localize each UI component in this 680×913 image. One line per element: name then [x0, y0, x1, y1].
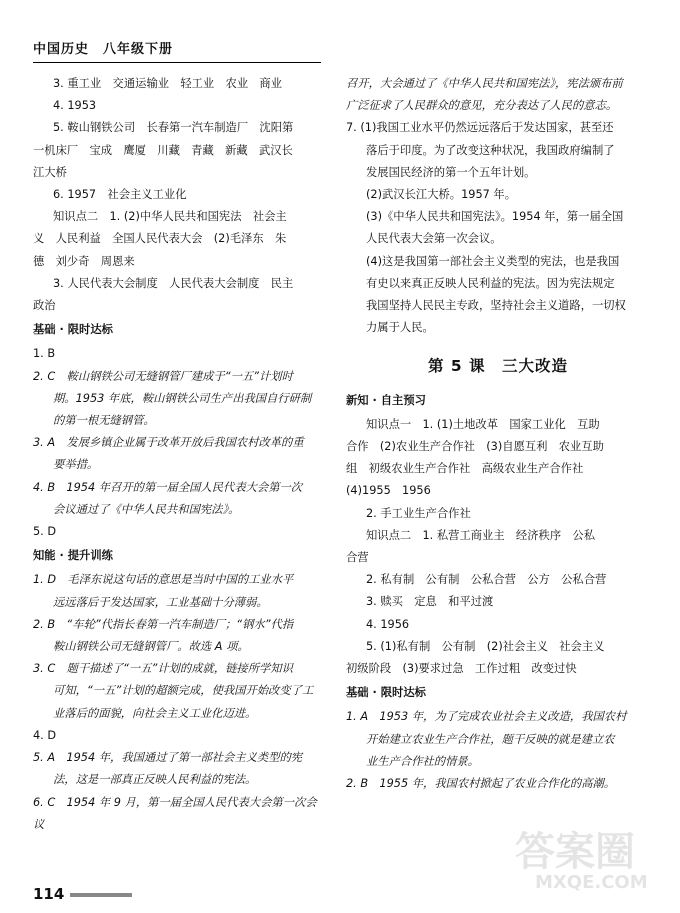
- text-line: 合营: [346, 551, 369, 565]
- text-line: 远远落后于发达国家，工业基础十分薄弱。: [53, 595, 268, 609]
- left-column: [33, 73, 321, 836]
- text-line: 召开，大会通过了《中华人民共和国宪法》，宪法颁布前: [346, 77, 623, 90]
- text-line: 知识点一 1. (1)土地改革 国家工业化 互助: [366, 417, 600, 431]
- text-line: (4)1955 1956: [346, 484, 431, 498]
- section-heading: 新知 · 自主预习: [346, 393, 426, 407]
- text-line: 5. 鞍山钢铁公司 长春第一汽车制造厂 沈阳第: [53, 121, 294, 135]
- text-line: 有史以来真正反映人民利益的宪法。因为宪法规定: [366, 276, 615, 290]
- text-line: 开始建立农业生产合作社，题干反映的就是建立农: [366, 732, 615, 746]
- right-column: [346, 73, 650, 795]
- text-line: 5. D: [33, 525, 57, 539]
- text-line: 2. B “车轮”代指长春第一汽车制造厂；“钢水”代指: [33, 617, 294, 631]
- text-line: 3. C 题干描述了“一五”计划的成就，链接所学知识: [33, 662, 293, 676]
- text-line: 3. 重工业 交通运输业 轻工业 农业 商业: [53, 77, 283, 90]
- text-line: 法，这是一部真正反映人民利益的宪法。: [53, 773, 257, 787]
- section-heading: 知能 · 提升训练: [33, 549, 113, 563]
- text-line: 初级阶段 (3)要求过急 工作过粗 改变过快: [346, 662, 577, 676]
- text-line: 业落后的面貌，向社会主义工业化迈进。: [53, 706, 257, 720]
- text-line: 业生产合作社的情景。: [366, 754, 479, 768]
- lesson-title: 第 5 课 三大改造: [427, 357, 569, 376]
- text-line: 7. (1)我国工业水平仍然远远落后于发达国家，甚至还: [346, 121, 614, 135]
- header-rule: [33, 62, 321, 63]
- text-line: 1. A 1953 年，为了完成农业社会主义改造，我国农村: [346, 710, 627, 724]
- text-line: 会议通过了《中华人民共和国宪法》。: [53, 502, 240, 516]
- text-line: 4. B 1954 年召开的第一届全国人民代表大会第一次: [33, 480, 303, 494]
- text-line: 一机床厂 宝成 鹰厦 川藏 青藏 新藏 武汉长: [33, 143, 293, 157]
- text-line: 4. 1956: [366, 617, 410, 631]
- text-line: 的第一根无缝钢管。: [53, 414, 155, 428]
- text-line: 鞍山钢铁公司无缝钢管厂。故选 A 项。: [53, 640, 249, 654]
- text-line: 力属于人民。: [366, 321, 434, 335]
- text-line: 1. B: [33, 347, 56, 361]
- page-footer: [33, 884, 132, 903]
- text-line: 江大桥: [33, 165, 67, 179]
- text-line: 义 人民利益 全国人民代表大会 (2)毛泽东 朱: [33, 232, 287, 246]
- text-line: 期。1953 年底，鞍山钢铁公司生产出我国自行研制: [53, 391, 312, 405]
- text-line: 6. C 1954 年 9 月，第一届全国人民代表大会第一次会议: [33, 795, 317, 831]
- text-line: 知识点二 1. 私营工商业主 经济秩序 公私: [366, 528, 596, 542]
- page-number: 114: [33, 885, 65, 903]
- text-line: 人民代表大会第一次会议。: [366, 232, 502, 246]
- text-line: 3. 赎买 定息 和平过渡: [366, 595, 494, 609]
- page-bar: [70, 893, 132, 897]
- watermark-logo: 答案圈: [515, 829, 635, 875]
- watermark-url: MXQE.COM: [535, 872, 648, 893]
- text-line: 4. D: [33, 728, 57, 742]
- text-line: (3)《中华人民共和国宪法》。1954 年，第一届全国: [366, 210, 624, 224]
- text-line: 广泛征求了人民群众的意见，充分表达了人民的意志。: [346, 99, 618, 113]
- text-line: 4. 1953: [53, 99, 97, 113]
- text-line: 组 初级农业生产合作社 高级农业生产合作社: [346, 462, 584, 476]
- text-line: 落后于印度。为了改变这种状况，我国政府编制了: [366, 143, 615, 157]
- text-line: 2. 私有制 公有制 公私合营 公方 公私合营: [366, 573, 607, 587]
- text-line: 6. 1957 社会主义工业化: [53, 188, 187, 202]
- text-line: 2. B 1955 年，我国农村掀起了农业合作化的高潮。: [346, 777, 616, 791]
- text-line: 发展国民经济的第一个五年计划。: [366, 165, 536, 179]
- text-line: 政治: [33, 299, 56, 313]
- text-line: 我国坚持人民民主专政，坚持社会主义道路，一切权: [366, 299, 626, 313]
- text-line: 3. 人民代表大会制度 人民代表大会制度 民主: [53, 276, 294, 290]
- text-line: 可知，“一五”计划的超额完成，使我国开始改变了工: [53, 684, 314, 698]
- text-line: 1. D 毛泽东说这句话的意思是当时中国的工业水平: [33, 573, 294, 587]
- text-line: 5. A 1954 年，我国通过了第一部社会主义类型的宪: [33, 751, 303, 765]
- text-line: 2. C 鞍山钢铁公司无缝钢管厂建成于“一五”计划时: [33, 369, 293, 383]
- text-line: 3. A 发展乡镇企业属于改革开放后我国农村改革的重: [33, 436, 304, 450]
- section-heading: 基础 · 限时达标: [33, 323, 113, 337]
- text-line: 要举措。: [53, 458, 99, 472]
- text-line: (2)武汉长江大桥。1957 年。: [366, 188, 517, 202]
- text-line: 2. 手工业生产合作社: [366, 506, 471, 520]
- section-heading: 基础 · 限时达标: [346, 686, 426, 700]
- page-header: [33, 38, 353, 60]
- text-line: 合作 (2)农业生产合作社 (3)自愿互利 农业互助: [346, 440, 604, 454]
- text-line: 5. (1)私有制 公有制 (2)社会主义 社会主义: [366, 639, 605, 653]
- text-line: (4)这是我国第一部社会主义类型的宪法，也是我国: [366, 254, 620, 268]
- text-line: 德 刘少奇 周恩来: [33, 254, 135, 268]
- text-line: 知识点二 1. (2)中华人民共和国宪法 社会主: [53, 210, 287, 224]
- book-title: 中国历史 八年级下册: [33, 42, 174, 57]
